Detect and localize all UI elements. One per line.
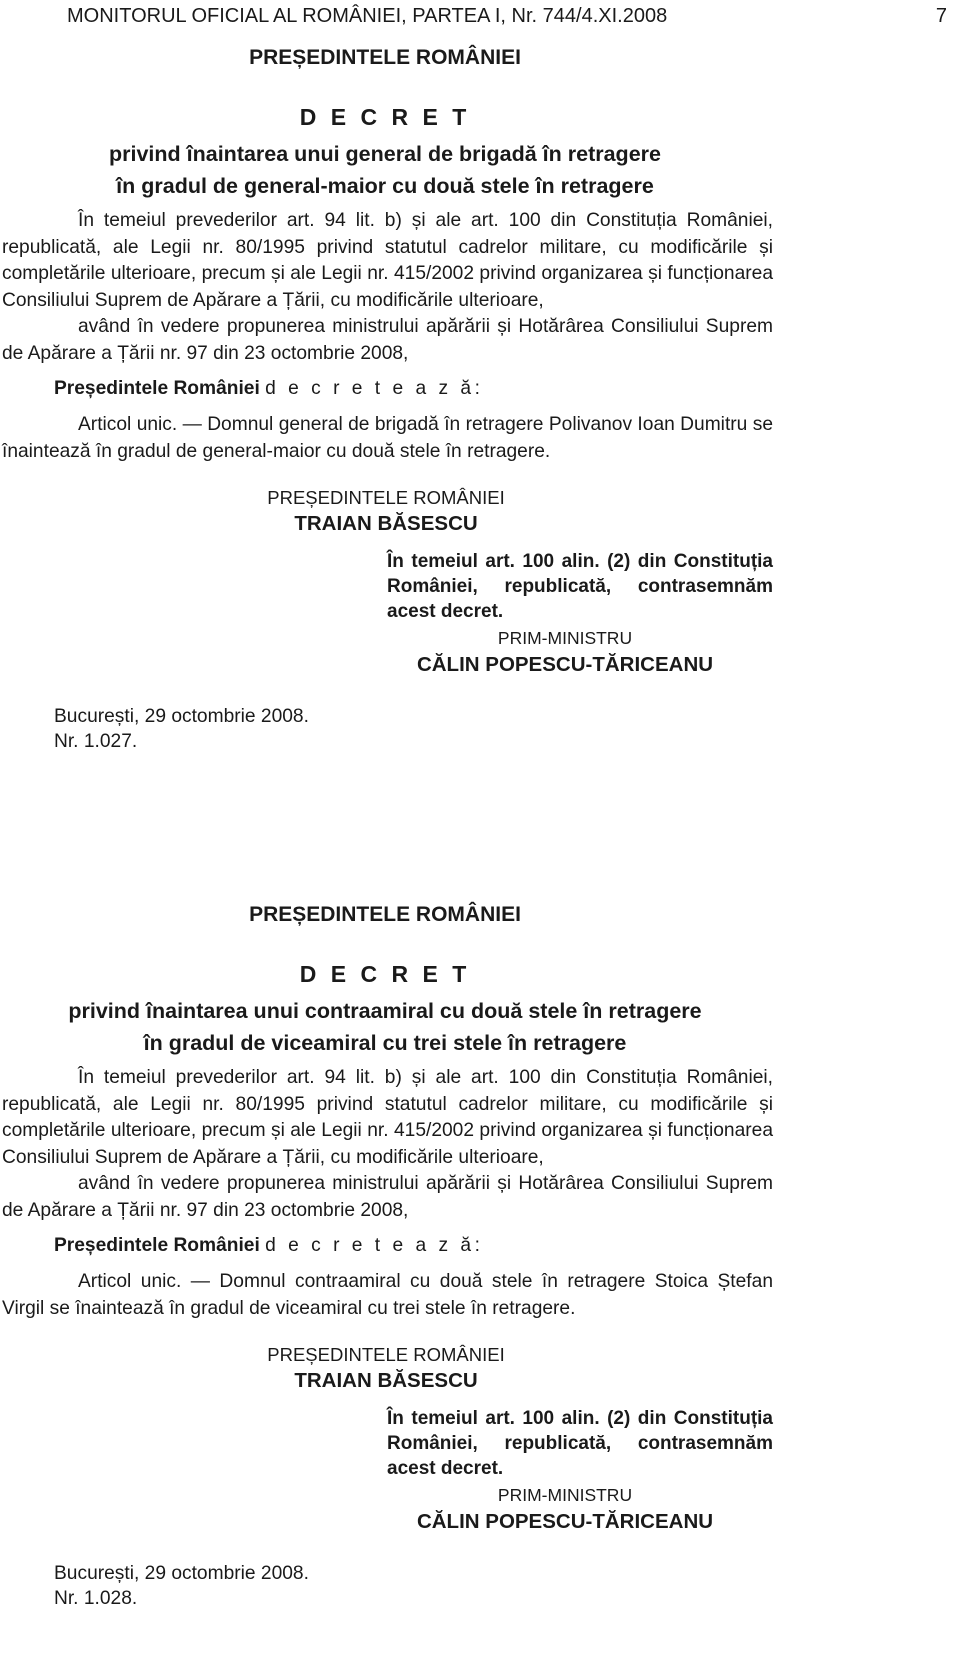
decree-number: Nr. 1.028.: [54, 1588, 138, 1609]
article-paragraph: [2, 1269, 773, 1322]
decree-subtitle-line: privind înaintarea unui contraamiral cu două stele în retragere: [68, 999, 702, 1023]
decree-subtitle: [0, 138, 770, 202]
page-number: 7: [935, 5, 947, 27]
decree-subtitle-line: privind înaintarea unui general de brigadă în retragere: [109, 142, 661, 166]
publication-title: MONITORUL OFICIAL AL ROMÂNIEI, PARTEA I, Nr. 744/4.XI.2008: [67, 5, 668, 27]
president-name: TRAIAN BĂSESCU: [294, 1369, 478, 1392]
article-label: Articol unic.: [78, 414, 178, 435]
decretes-line: [54, 378, 483, 400]
decree-type-title: D E C R E T: [299, 104, 471, 130]
prime-minister-title: PRIM-MINISTRU: [497, 1485, 633, 1505]
article-text: — Domnul contraamiral cu două stele în retragere Stoica Ștefan Virgil se înaintează în gradul de viceamiral cu trei stele în retragere.: [2, 1271, 773, 1319]
preamble-proposal: având în vedere propunerea ministrului apărării și Hotărârea Consiliului Suprem de Apărare a Țării nr. 97 din 23 octombrie 2008,: [2, 1173, 773, 1221]
article: [2, 1269, 773, 1322]
president-name: TRAIAN BĂSESCU: [294, 512, 478, 535]
place-date: București, 29 octombrie 2008.: [54, 706, 309, 727]
countersign-text: În temeiul art. 100 alin. (2) din Constituția României, republicată, contrasemnăm acest decret.: [387, 551, 773, 622]
decree-subtitle-line: în gradul de general-maior cu două stele în retragere: [116, 174, 654, 198]
decree-subtitle-line: în gradul de viceamiral cu trei stele în retragere: [143, 1031, 627, 1055]
preamble-legal-basis: În temeiul prevederilor art. 94 lit. b) și ale art. 100 din Constituția României, republicată, ale Legii nr. 80/1995 privind statutul cadrelor militare, cu modificările și completările ulterioare, precum și ale Legii nr. 415/2002 privind organizarea și funcționarea Consiliului Suprem de Apărare a Țării, cu modificările ulterioare,: [2, 1067, 773, 1168]
countersign-text: În temeiul art. 100 alin. (2) din Constituția României, republicată, contrasemnăm acest decret.: [387, 1408, 773, 1479]
decretes-subject: Președintele României: [54, 1235, 260, 1256]
preamble: [2, 208, 773, 368]
article: [2, 412, 773, 465]
preamble: [2, 1065, 773, 1225]
decretes-subject: Președintele României: [54, 378, 260, 399]
article-text: — Domnul general de brigadă în retragere Polivanov Ioan Dumitru se înaintează în gradul de general-maior cu două stele în retragere.: [2, 414, 773, 462]
decretes-verb: d e c r e t e a z ă:: [265, 1235, 484, 1256]
preamble-proposal: având în vedere propunerea ministrului apărării și Hotărârea Consiliului Suprem de Apărare a Țării nr. 97 din 23 octombrie 2008,: [2, 316, 773, 364]
decree-issuer: PREȘEDINTELE ROMÂNIEI: [249, 903, 521, 926]
decree-number: Nr. 1.027.: [54, 731, 138, 752]
prime-minister-name: CĂLIN POPESCU-TĂRICEANU: [416, 1510, 714, 1533]
decree-subtitle: [0, 995, 770, 1059]
article-label: Articol unic.: [78, 1271, 182, 1292]
article-paragraph: [2, 412, 773, 465]
president-title: PREȘEDINTELE ROMÂNIEI: [267, 487, 505, 508]
prime-minister-title: PRIM-MINISTRU: [497, 628, 633, 648]
place-date: București, 29 octombrie 2008.: [54, 1563, 309, 1584]
running-header: [67, 5, 947, 28]
prime-minister-name: CĂLIN POPESCU-TĂRICEANU: [416, 653, 714, 676]
preamble-legal-basis: În temeiul prevederilor art. 94 lit. b) și ale art. 100 din Constituția României, republicată, ale Legii nr. 80/1995 privind statutul cadrelor militare, cu modificările și completările ulterioare, precum și ale Legii nr. 415/2002 privind organizarea și funcționarea Consiliului Suprem de Apărare a Țării, cu modificările ulterioare,: [2, 210, 773, 311]
decretes-line: [54, 1235, 483, 1257]
decree-issuer: PREȘEDINTELE ROMÂNIEI: [249, 46, 521, 69]
decretes-verb: d e c r e t e a z ă:: [265, 378, 484, 399]
decree-type-title: D E C R E T: [299, 961, 471, 987]
president-title: PREȘEDINTELE ROMÂNIEI: [267, 1344, 505, 1365]
